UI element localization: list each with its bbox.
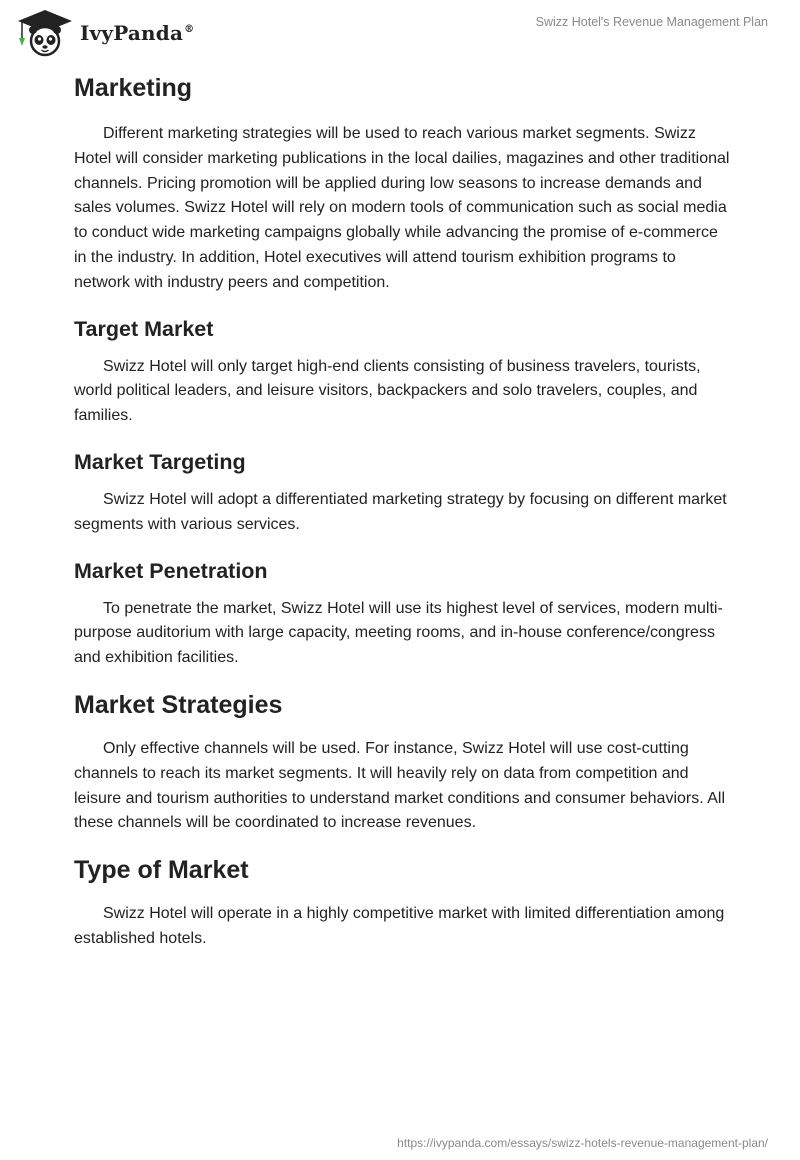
article-body bbox=[74, 72, 734, 952]
paragraph-marketing: Different marketing strategies will be used to reach various market segments. Swizz Hotel will consider marketing publications in the local dailies, magazines and other traditional channels. Pricing promotion will be applied during low seasons to increase demands and sales volumes. Swizz Hotel will rely on modern tools of communication such as social media to conduct wide marketing campaigns globally while advancing the promise of e-commerce in the industry. In addition, Hotel executives will attend tourism exhibition programs to network with industry peers and competition. bbox=[74, 125, 730, 291]
section-heading-market-targeting: Market Targeting bbox=[74, 449, 246, 474]
panda-graduate-icon bbox=[16, 8, 74, 58]
document-title: Swizz Hotel's Revenue Management Plan bbox=[535, 15, 768, 29]
page-header bbox=[0, 0, 800, 62]
ivypanda-logo[interactable] bbox=[16, 8, 194, 58]
paragraph-market-penetration: To penetrate the market, Swizz Hotel will use its highest level of services, modern multi-purpose auditorium with large capacity, meeting rooms, and in-house conference/congress and exhibition facilities. bbox=[74, 599, 723, 667]
section-heading-marketing: Marketing bbox=[74, 74, 193, 102]
section-heading-target-market: Target Market bbox=[74, 316, 214, 341]
source-url-link[interactable]: https://ivypanda.com/essays/swizz-hotels-revenue-management-plan/ bbox=[397, 1136, 768, 1150]
paragraph-target-market: Swizz Hotel will only target high-end clients consisting of business travelers, tourists, world political leaders, and leisure visitors, backpackers and solo travelers, couples, and families. bbox=[74, 357, 701, 425]
registered-mark: ® bbox=[184, 24, 195, 36]
section-heading-market-strategies: Market Strategies bbox=[74, 690, 283, 719]
paragraph-market-targeting: Swizz Hotel will adopt a differentiated marketing strategy by focusing on different market segments with various services. bbox=[74, 490, 727, 533]
paragraph-type-of-market: Swizz Hotel will operate in a highly competitive market with limited differentiation among established hotels. bbox=[74, 905, 725, 947]
section-heading-type-of-market: Type of Market bbox=[74, 856, 249, 885]
section-heading-market-penetration: Market Penetration bbox=[74, 558, 268, 583]
brand-name: IvyPanda® bbox=[80, 21, 195, 45]
paragraph-market-strategies: Only effective channels will be used. For instance, Swizz Hotel will use cost-cutting channels to reach its market segments. It will heavily rely on data from competition and leisure and tourism authorities to understand market conditions and consumer behaviors. All these channels will be coordinated to increase revenues. bbox=[74, 739, 726, 832]
